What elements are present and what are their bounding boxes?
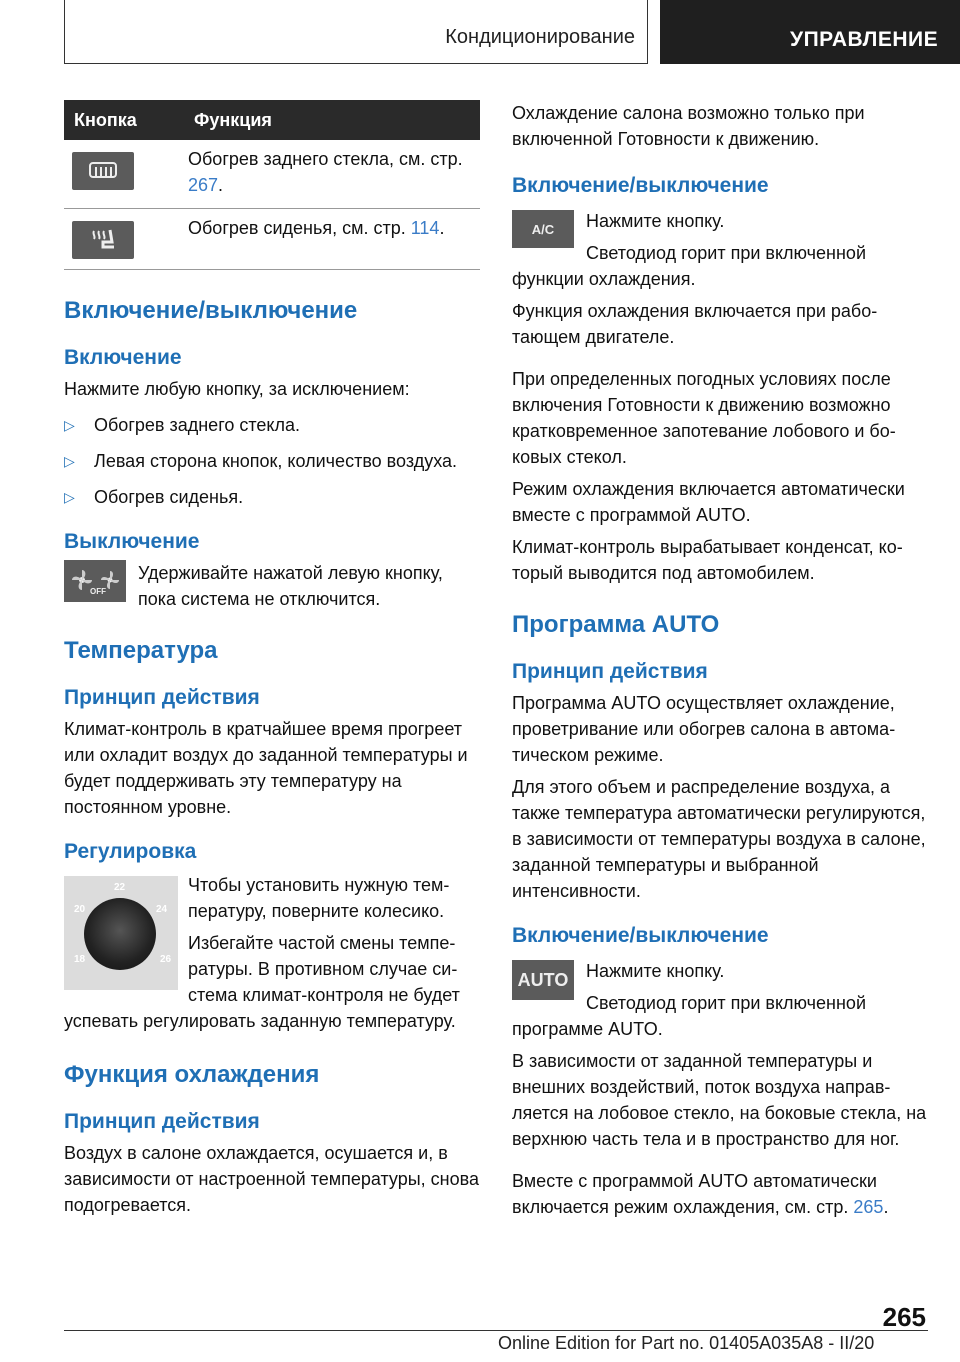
regulation-text-1: Чтобы установить нужную температуру, поверните колесико. xyxy=(188,875,450,921)
seat-heating-icon xyxy=(72,221,134,259)
heading-onoff: Включение/выключение xyxy=(64,297,358,324)
principle-text: Климат-контроль в кратчайшее время прогреет или охладит воздух до заданной температуры и будет поддерживать эту температуру на постоянном уровне. xyxy=(64,719,468,817)
auto-text-6: Вместе с программой AUTO автоматически включается режим охлаждения, см. стр. xyxy=(512,1171,877,1217)
ac-text-6: Климат-контроль вырабатывает конденсат, который выводится под автомобилем. xyxy=(512,537,903,583)
heading-cooling-principle: Принцип действия xyxy=(64,1110,260,1133)
off-text: Удерживайте нажатой левую кнопку, пока система не отключится. xyxy=(138,563,443,609)
header-chapter xyxy=(660,0,960,64)
heading-auto-principle: Принцип действия xyxy=(512,660,708,683)
table-row-text: Обогрев заднего стекла, см. стр. xyxy=(188,149,463,169)
heading-off: Выключение xyxy=(64,530,200,553)
list-item: ▷ Обогрев сиденья. xyxy=(64,484,480,510)
rear-defrost-icon xyxy=(72,152,134,190)
list-item: ▷ Левая сторона кнопок, количество воздуха. xyxy=(64,448,480,474)
auto-text-2: Для этого объем и распределение воздуха, а также температура автоматически регулируются, в зависимости от температуры воздуха в салоне, заданной температуры и выбранной интенсивности. xyxy=(512,777,926,901)
auto-block xyxy=(512,958,928,1042)
footer-edition: Online Edition for Part no. 01405A035A8 - II/20 xyxy=(498,1333,875,1353)
page-link[interactable]: 267 xyxy=(188,175,219,195)
heading-principle: Принцип действия xyxy=(64,686,260,709)
regulation-text-2: Избегайте частой смены температуры. В противном случае система климат-контроля не будет успевать регулировать заданную температуру. xyxy=(64,933,460,1031)
right-column xyxy=(512,100,928,1220)
list-item: ▷ Обогрев заднего стекла. xyxy=(64,412,480,438)
knob-dial xyxy=(84,898,156,970)
footer-divider xyxy=(64,1330,928,1331)
fan-off-icon xyxy=(64,560,126,602)
table-header xyxy=(64,100,480,140)
ac-text-2: Светодиод горит при включенной функции охлаждения. xyxy=(512,243,866,289)
cooling-text: Воздух в салоне охлаждается, осушается и, в зависимости от настроенной температуры, снова подогревается. xyxy=(64,1143,479,1215)
left-column xyxy=(64,100,480,1218)
ac-button-icon: A/C xyxy=(512,210,574,248)
ac-block xyxy=(512,208,928,292)
auto-text-3: Нажмите кнопку. xyxy=(586,961,725,981)
table-row: Обогрев сиденья, см. стр. 114. xyxy=(64,209,480,270)
header-section-title: Кондиционирование xyxy=(445,26,635,48)
header-section xyxy=(64,0,648,64)
page-number: 265 xyxy=(882,1302,926,1332)
table-row: Обогрев заднего стекла, см. стр. 267. xyxy=(64,140,480,209)
on-text: Нажмите любую кнопку, за исключением: xyxy=(64,379,410,399)
auto-text-5: В зависимости от заданной температуры и внешних воздействий, поток воздуха направляется на лобовое стекло, на боковые стекла, на верхнюю часть тела и в пространство для ног. xyxy=(512,1051,927,1149)
function-table xyxy=(64,100,480,270)
ac-text-3: Функция охлаждения включается при работающем двигателе. xyxy=(512,301,878,347)
page-link[interactable]: 114 xyxy=(410,218,440,238)
ac-text-1: Нажмите кнопку. xyxy=(586,211,725,231)
table-col-button: Кнопка xyxy=(64,100,188,140)
auto-text-4: Светодиод горит при включенной программе AUTO. xyxy=(512,993,866,1039)
ac-text-4: При определенных погодных условиях после включения Готовности к движению возможно кратковременное запотевание лобового и боковых стекол. xyxy=(512,369,896,467)
heading-on: Включение xyxy=(64,346,182,369)
auto-button-icon: AUTO xyxy=(512,960,574,1000)
heading-regulation: Регулировка xyxy=(64,840,197,863)
ac-text-5: Режим охлаждения включается автоматически вместе с программой AUTO. xyxy=(512,479,905,525)
heading-auto: Программа AUTO xyxy=(512,611,720,638)
heading-temperature: Температура xyxy=(64,637,218,664)
cooling-intro: Охлаждение салона возможно только при включенной Готовности к движению. xyxy=(512,103,865,149)
off-block xyxy=(64,560,480,612)
auto-text-1: Программа AUTO осуществляет охлаждение, проветривание или обогрев салона в автоматическом режиме. xyxy=(512,693,896,765)
regulation-block xyxy=(64,872,480,1034)
page-link[interactable]: 265 xyxy=(853,1197,884,1217)
temperature-knob-icon: 18 20 22 24 26 xyxy=(64,876,178,990)
header-chapter-title: УПРАВЛЕНИЕ xyxy=(790,28,939,51)
svg-text:OFF: OFF xyxy=(90,587,106,596)
heading-cooling: Функция охлаждения xyxy=(64,1061,320,1088)
heading-auto-onoff: Включение/выключение xyxy=(512,924,769,947)
auto-text-6-wrap: Вместе с программой AUTO автоматически включается режим охлаждения, см. стр. 265. xyxy=(512,1171,889,1217)
table-row-text: Обогрев сиденья, см. стр. xyxy=(188,218,411,238)
heading-onoff-right: Включение/выключение xyxy=(512,174,769,197)
table-col-function: Функция xyxy=(188,100,480,140)
